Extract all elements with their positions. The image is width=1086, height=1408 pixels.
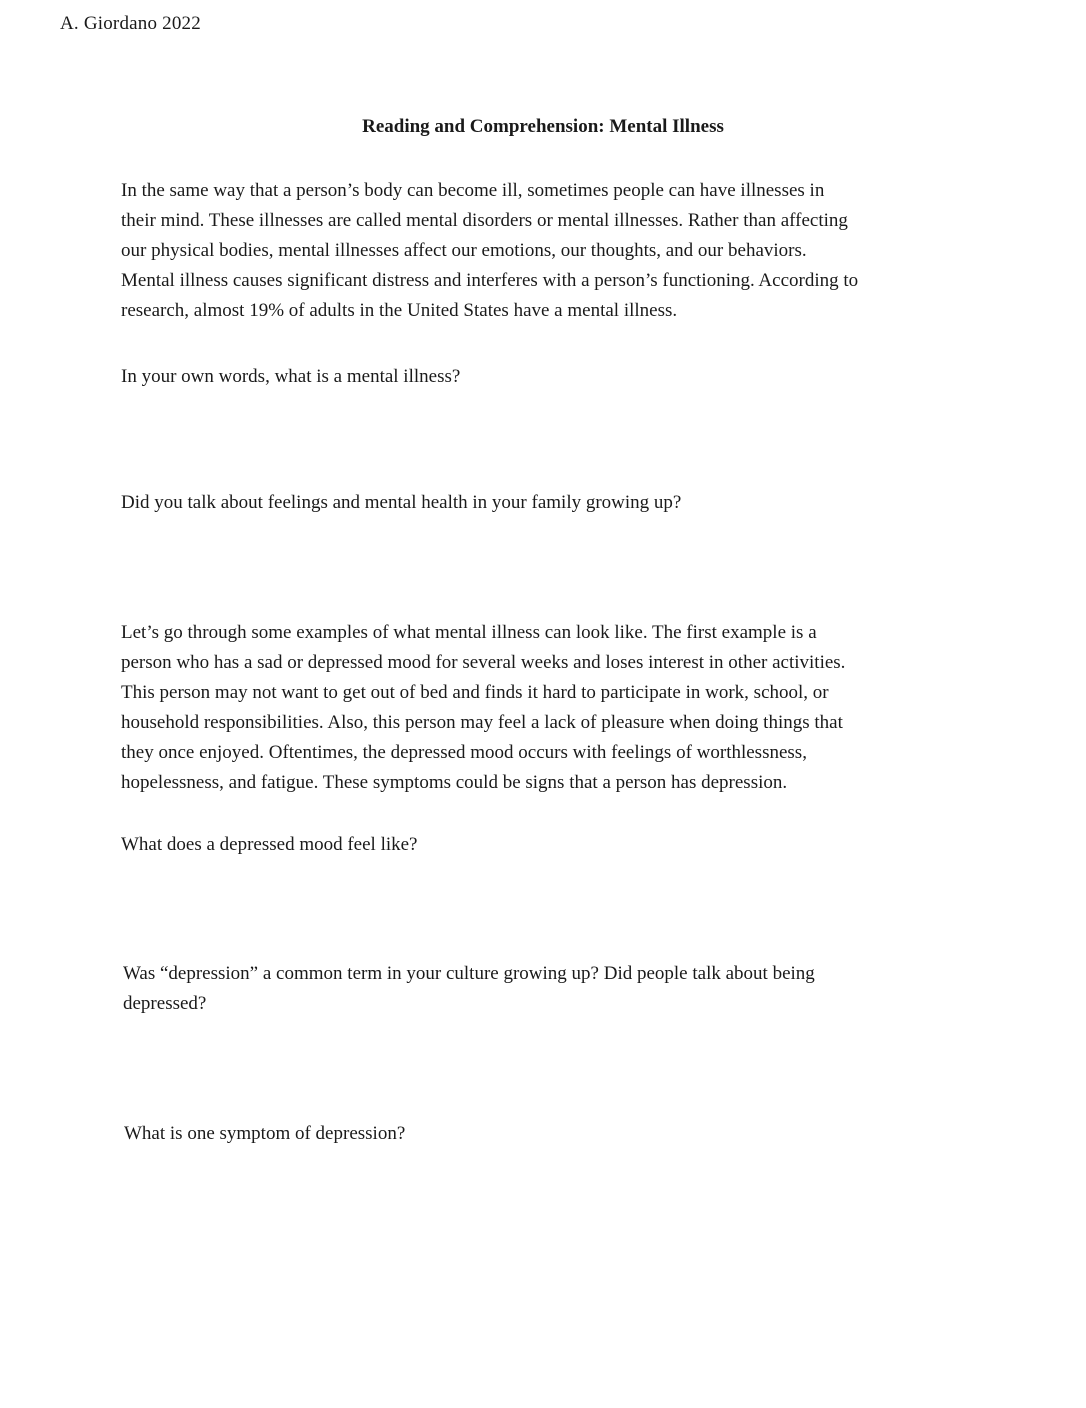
paragraph-line: hopelessness, and fatigue. These symptoms could be signs that a person has depression. xyxy=(121,772,788,793)
question-depression-culture xyxy=(123,959,973,1019)
paragraph-line: research, almost 19% of adults in the United States have a mental illness. xyxy=(121,300,678,321)
paragraph-line: In the same way that a person’s body can become ill, sometimes people can have illnesses in xyxy=(121,180,825,201)
examples-paragraph xyxy=(121,618,971,798)
paragraph-line: person who has a sad or depressed mood for several weeks and loses interest in other activities. xyxy=(121,652,846,673)
page-title: Reading and Comprehension: Mental Illness xyxy=(362,116,724,137)
question-line: Was “depression” a common term in your culture growing up? Did people talk about being xyxy=(123,963,815,984)
paragraph-line: household responsibilities. Also, this person may feel a lack of pleasure when doing things that xyxy=(121,712,843,733)
paragraph-line: Let’s go through some examples of what mental illness can look like. The first example is a xyxy=(121,622,817,643)
paragraph-line: Mental illness causes significant distress and interferes with a person’s functioning. According to xyxy=(121,270,859,291)
paragraph-line: their mind. These illnesses are called mental disorders or mental illnesses. Rather than affecting xyxy=(121,210,848,231)
question-mental-illness: In your own words, what is a mental illness? xyxy=(121,366,461,387)
paragraph-line: our physical bodies, mental illnesses affect our emotions, our thoughts, and our behaviors. xyxy=(121,240,807,261)
paragraph-line: they once enjoyed. Oftentimes, the depressed mood occurs with feelings of worthlessness, xyxy=(121,742,807,763)
question-depressed-mood: What does a depressed mood feel like? xyxy=(121,834,418,855)
paragraph-line: This person may not want to get out of bed and finds it hard to participate in work, school, or xyxy=(121,682,829,703)
intro-paragraph xyxy=(121,176,971,326)
author-credit: A. Giordano 2022 xyxy=(60,13,201,34)
question-symptom: What is one symptom of depression? xyxy=(124,1123,406,1144)
question-line: depressed? xyxy=(123,993,207,1014)
question-family-talk: Did you talk about feelings and mental health in your family growing up? xyxy=(121,492,682,513)
